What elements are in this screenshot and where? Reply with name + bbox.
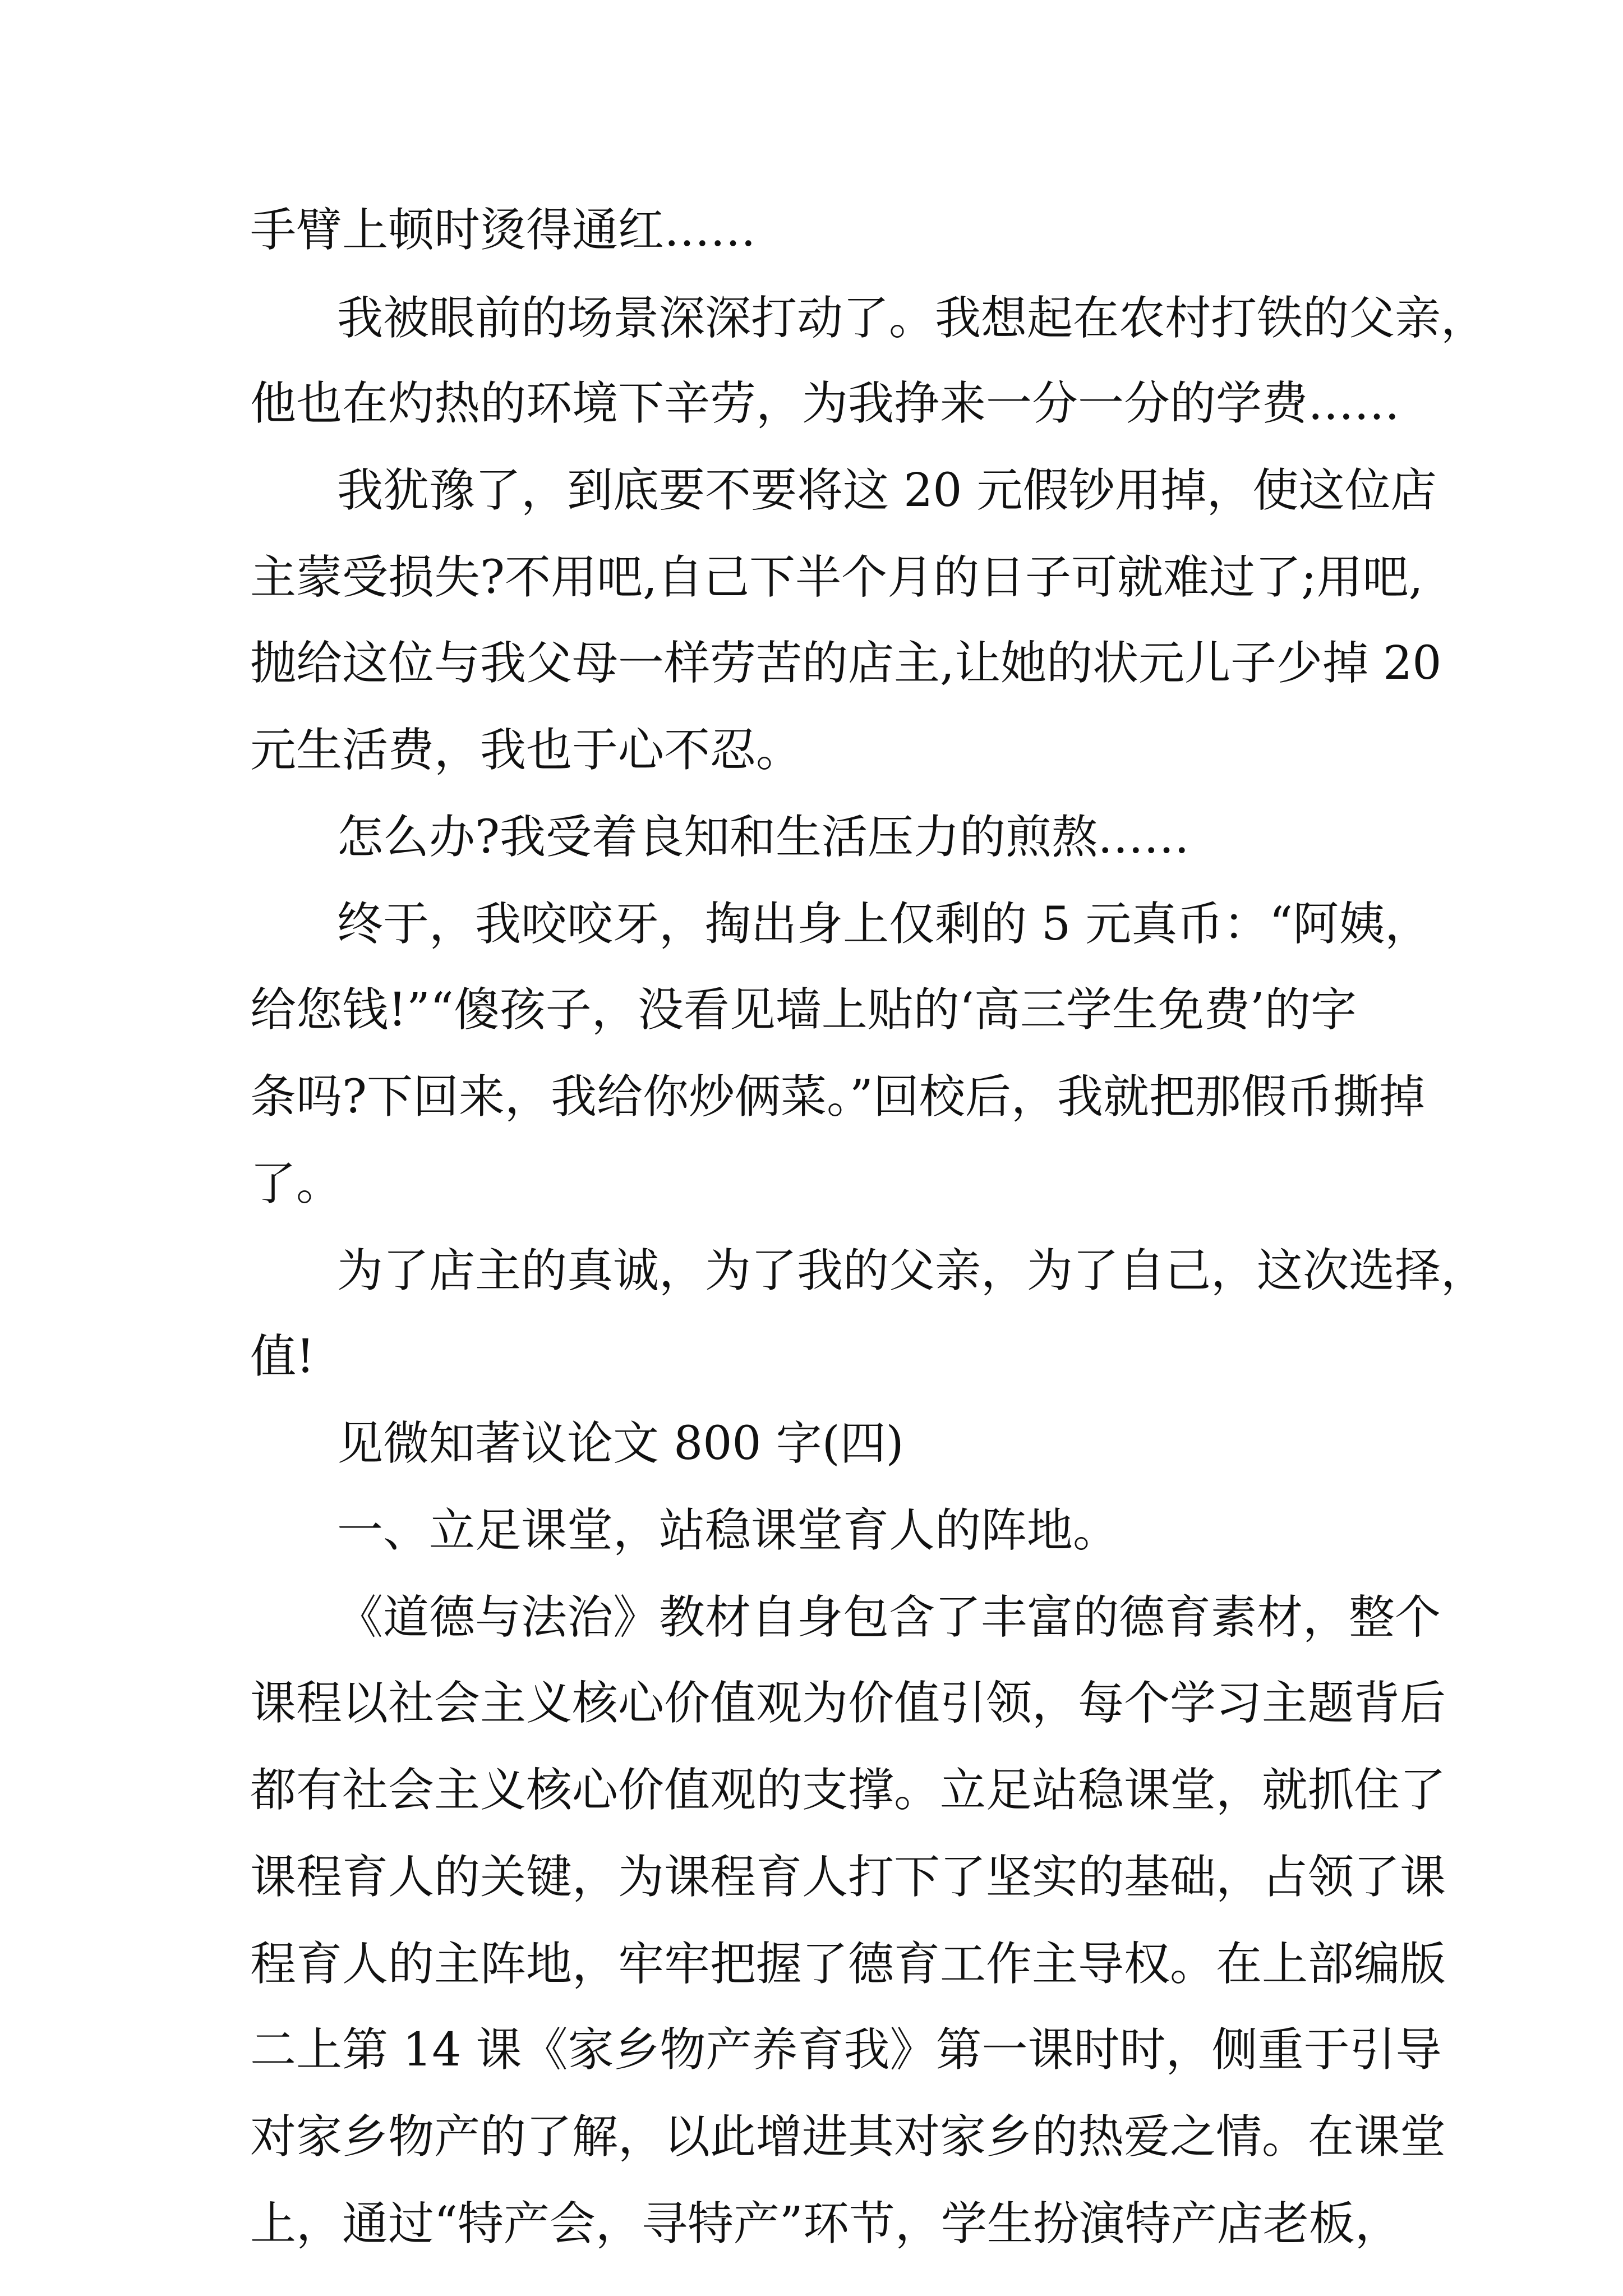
- text-line: 程育人的主阵地，牢牢把握了德育工作主导权。在上部编版: [250, 1938, 1446, 1991]
- text-line: 我被眼前的场景深深打动了。我想起在农村打铁的父亲，: [337, 292, 1487, 345]
- subsection-heading: 一、立足课堂，站稳课堂育人的阵地。: [337, 1504, 1119, 1557]
- text-line: 为了店主的真诚，为了我的父亲，为了自己，这次选择，: [337, 1244, 1487, 1297]
- text-line: 我犹豫了，到底要不要将这 20 元假钞用掉，使这位店: [337, 464, 1437, 517]
- text-line: 给您钱!”“傻孩子，没看见墙上贴的‘高三学生免费’的字: [250, 983, 1357, 1037]
- text-line: 《道德与法治》教材自身包含了丰富的德育素材，整个: [337, 1591, 1441, 1644]
- text-line: 了。: [250, 1157, 343, 1211]
- text-line: 抛给这位与我父母一样劳苦的店主,让她的状元儿子少掉 20: [250, 637, 1442, 690]
- text-line: 值!: [250, 1330, 315, 1383]
- text-line: 他也在灼热的环境下辛劳，为我挣来一分一分的学费……: [250, 377, 1400, 430]
- text-line: 都有社会主义核心价值观的支撑。立足站稳课堂，就抓住了: [250, 1764, 1446, 1817]
- text-line: 怎么办?我受着良知和生活压力的煎熬……: [337, 811, 1189, 864]
- text-line: 元生活费，我也于心不忍。: [250, 724, 803, 777]
- text-line: 课程以社会主义核心价值观为价值引领，每个学习主题背后: [250, 1677, 1446, 1730]
- text-line: 对家乡物产的了解，以此增进其对家乡的热爱之情。在课堂: [250, 2110, 1446, 2164]
- text-line: 课程育人的关键，为课程育人打下了坚实的基础，占领了课: [250, 1851, 1446, 1904]
- text-line: 手臂上顿时烫得通红……: [250, 204, 757, 257]
- text-line: 条吗?下回来，我给你炒俩菜。”回校后，我就把那假币撕掉: [250, 1070, 1425, 1124]
- text-line: 上，通过“特产会，寻特产”环节，学生扮演特产店老板，: [250, 2197, 1401, 2251]
- section-heading: 见微知著议论文 800 字(四): [337, 1417, 904, 1470]
- text-line: 主蒙受损失?不用吧,自己下半个月的日子可就难过了;用吧,: [250, 551, 1423, 604]
- text-line: 终于，我咬咬牙，掏出身上仅剩的 5 元真币：“阿姨，: [337, 898, 1431, 951]
- text-line: 二上第 14 课《家乡物产养育我》第一课时时，侧重于引导: [250, 2023, 1442, 2077]
